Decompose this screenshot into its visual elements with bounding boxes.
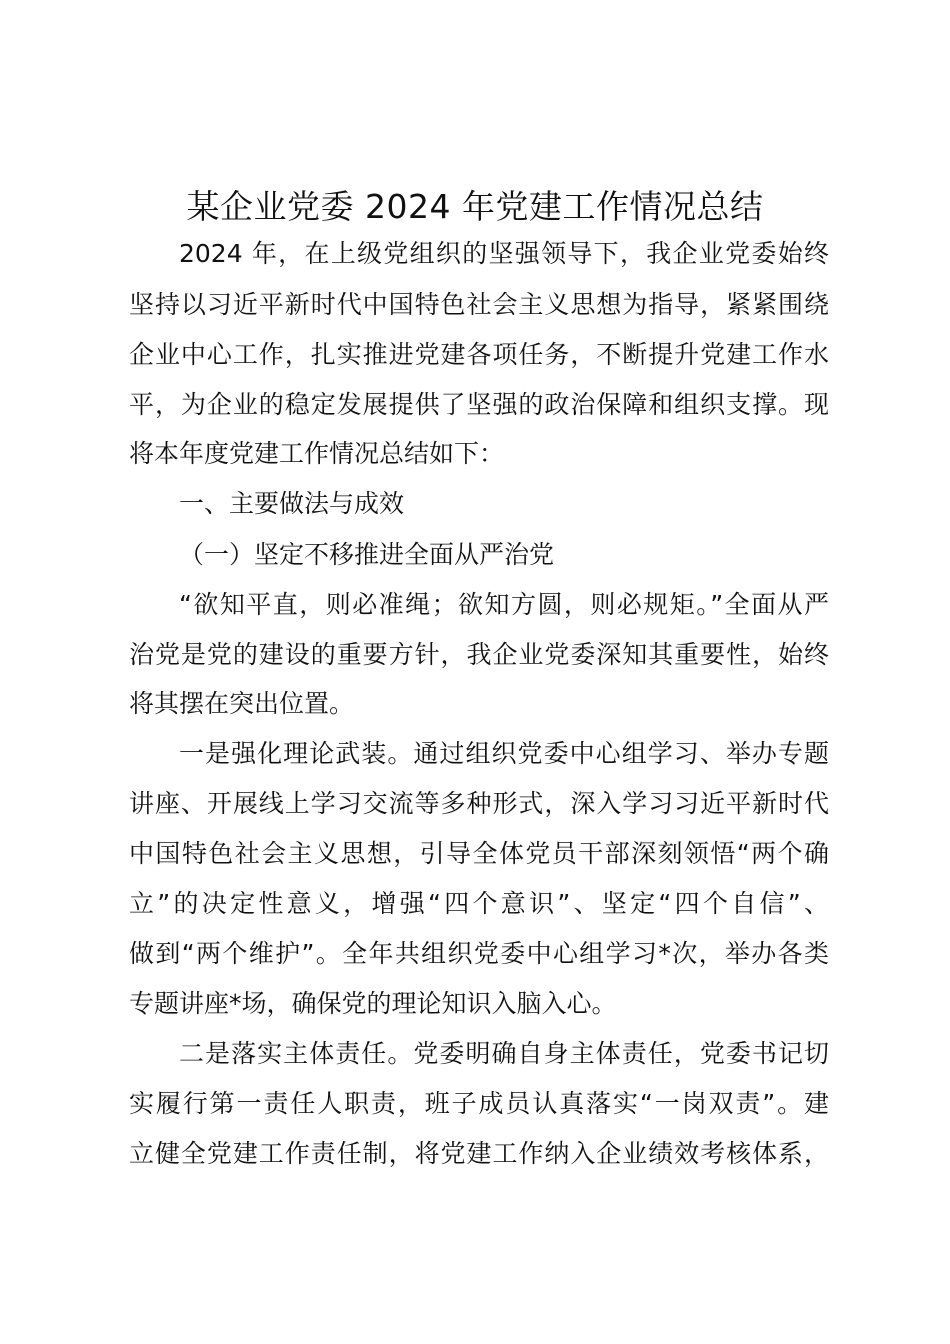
- paragraph-line: 专题讲座*场，确保党的理论知识入脑入心。: [129, 989, 617, 1018]
- paragraph-line: 平，为企业的稳定发展提供了坚强的政治保障和组织支撑。现: [129, 390, 829, 419]
- paragraph-line: 立健全党建工作责任制，将党建工作纳入企业绩效考核体系，: [129, 1139, 829, 1168]
- subsection-heading: （一）坚定不移推进全面从严治党: [179, 540, 555, 569]
- paragraph-line: 将其摆在突出位置。: [129, 689, 355, 718]
- paragraph-line: 2024 年，在上级党组织的坚强领导下，我企业党委始终: [179, 239, 829, 268]
- paragraph-line: 企业中心工作，扎实推进党建各项任务，不断提升党建工作水: [129, 340, 829, 369]
- paragraph-line: 讲座、开展线上学习交流等多种形式，深入学习习近平新时代: [129, 789, 829, 818]
- paragraph-line: 一是强化理论武装。通过组织党委中心组学习、举办专题: [179, 739, 829, 768]
- paragraph-line: 中国特色社会主义思想，引导全体党员干部深刻领悟“两个确: [129, 839, 829, 868]
- paragraph-line: 做到“两个维护”。全年共组织党委中心组学习*次，举办各类: [129, 939, 829, 968]
- section-heading: 一、主要做法与成效: [179, 489, 405, 518]
- paragraph-line: 将本年度党建工作情况总结如下：: [129, 439, 505, 468]
- document-title: 某企业党委 2024 年党建工作情况总结: [186, 187, 764, 226]
- paragraph-line: 立”的决定性意义，增强“四个意识”、坚定“四个自信”、: [129, 889, 829, 918]
- paragraph-line: 二是落实主体责任。党委明确自身主体责任，党委书记切: [179, 1039, 829, 1068]
- paragraph-line: 治党是党的建设的重要方针，我企业党委深知其重要性，始终: [129, 640, 829, 669]
- paragraph-line: 坚持以习近平新时代中国特色社会主义思想为指导，紧紧围绕: [129, 290, 829, 319]
- paragraph-line: 实履行第一责任人职责，班子成员认真落实“一岗双责”。建: [129, 1089, 829, 1118]
- paragraph-line: “欲知平直，则必准绳；欲知方圆，则必规矩。”全面从严: [179, 590, 829, 619]
